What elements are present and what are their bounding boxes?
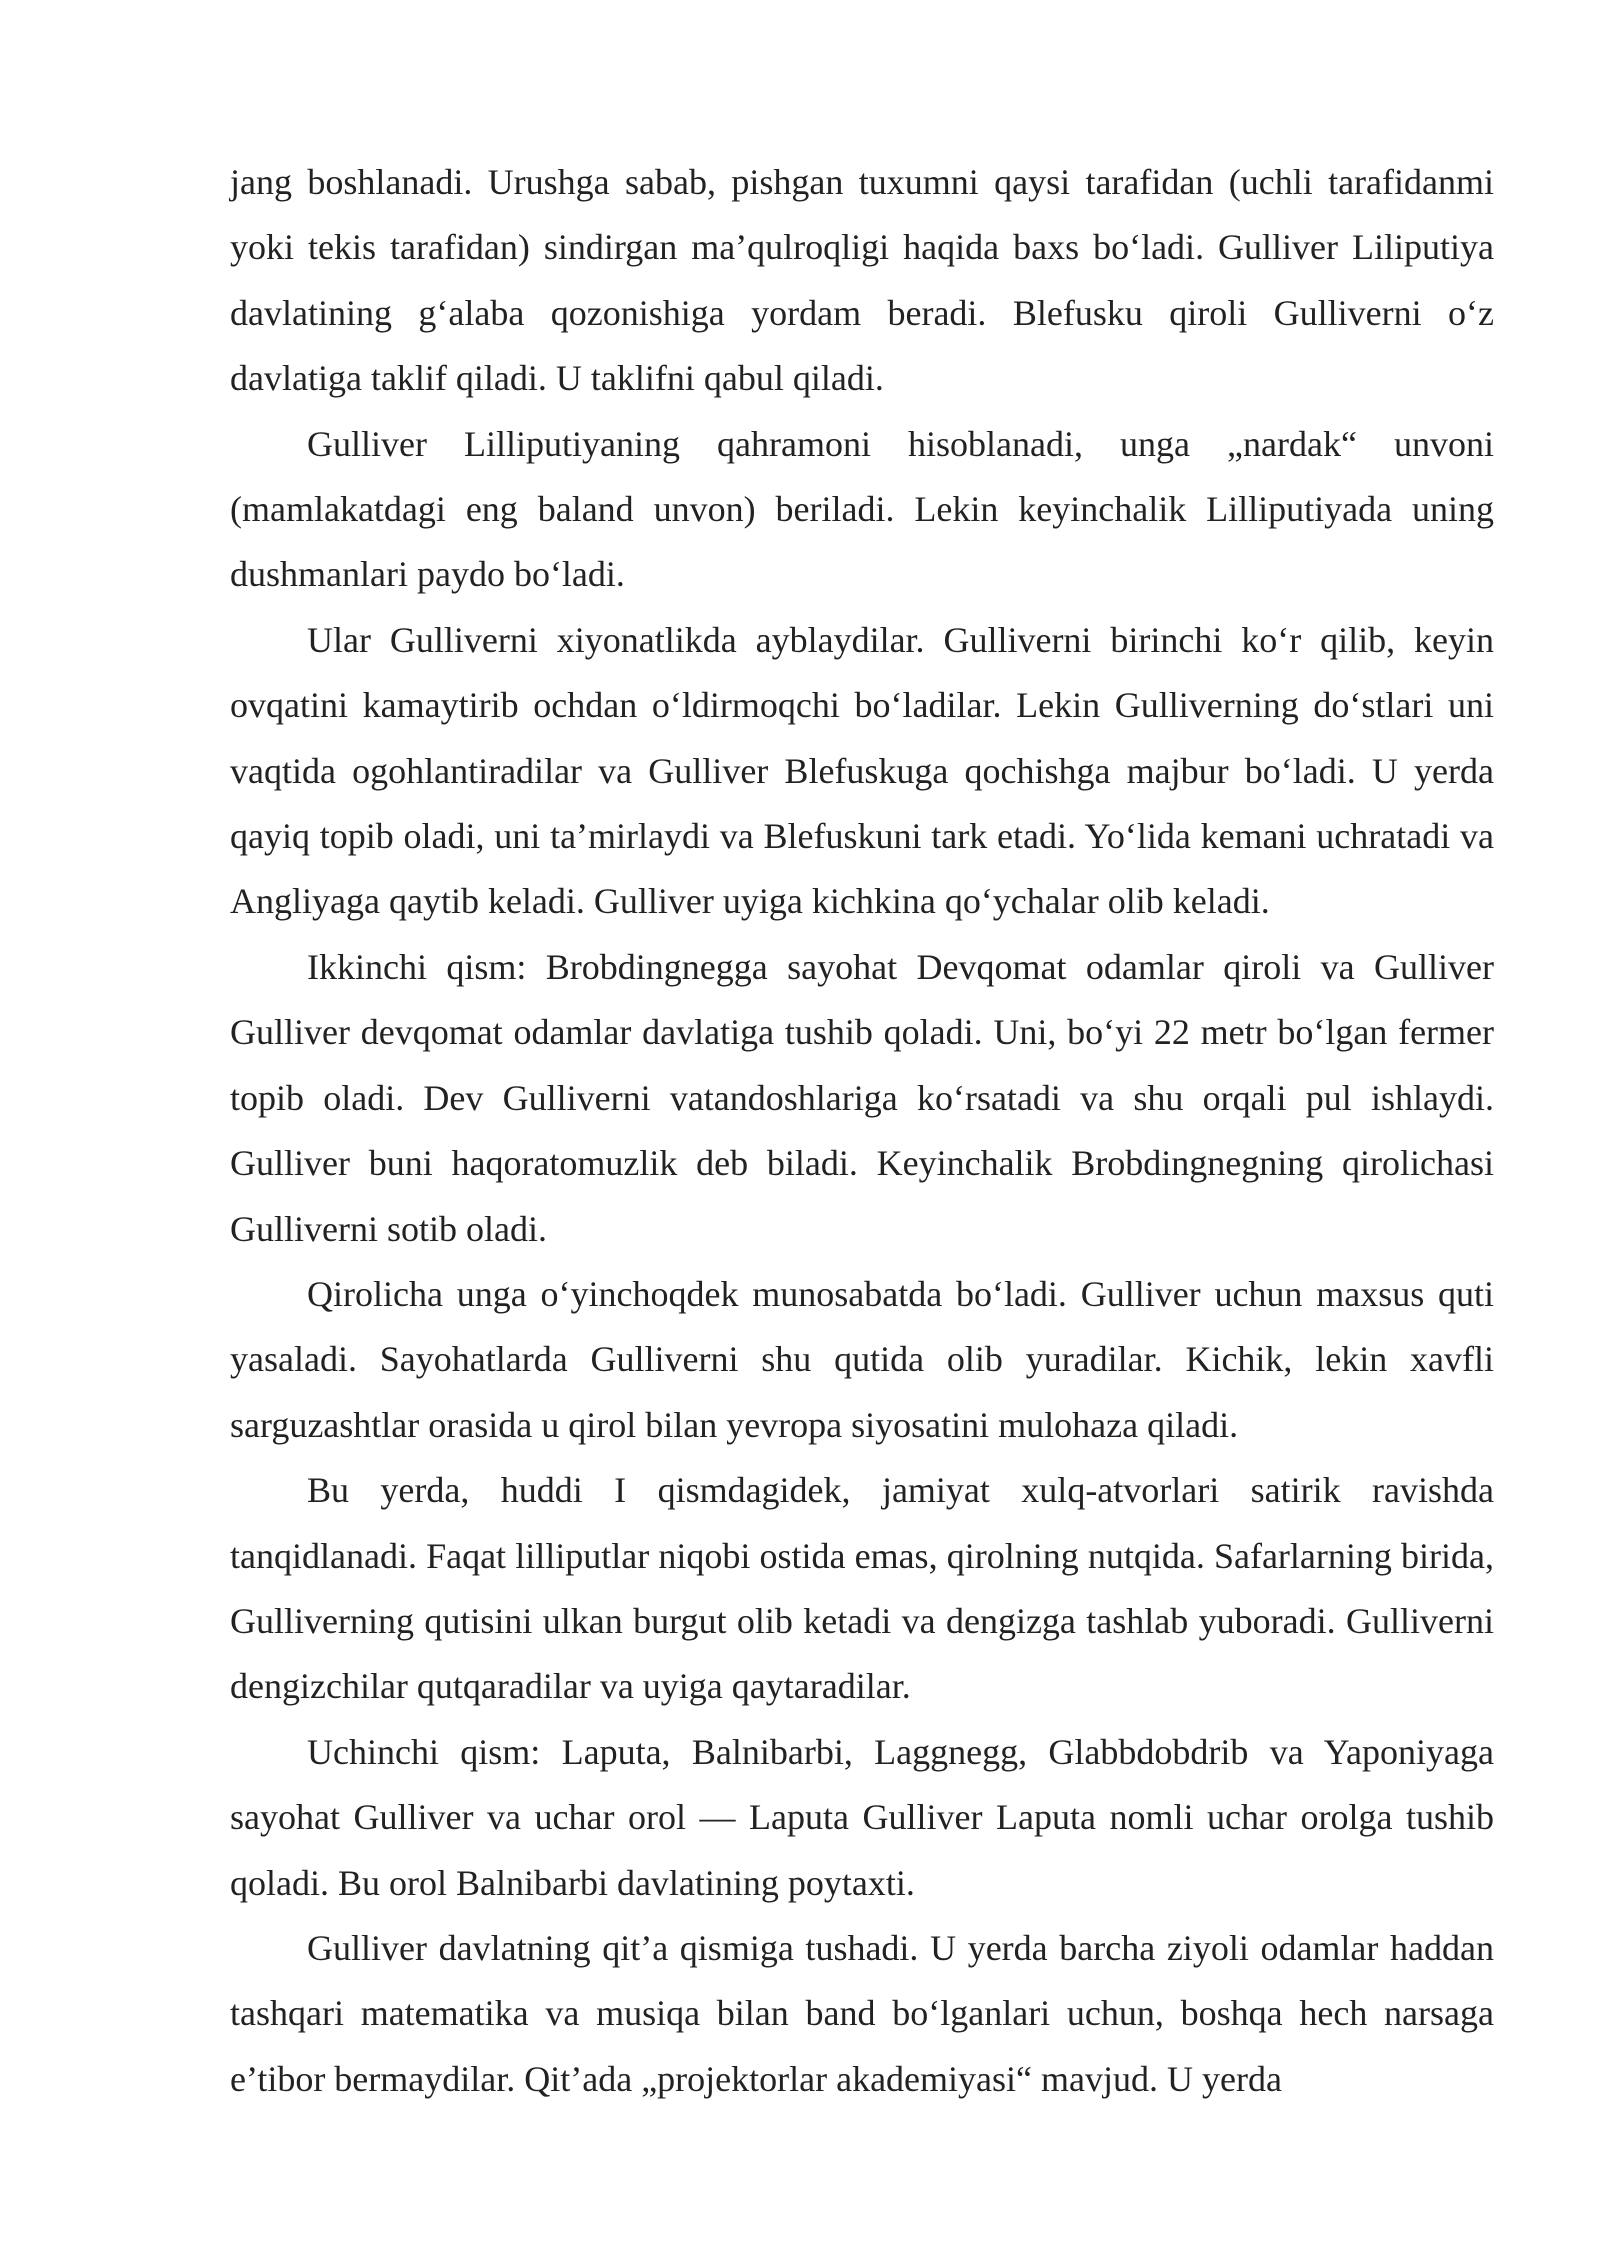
paragraph: Ikkinchi qism: Brobdingnegga sayohat Devqomat odamlar qiroli va Gulliver Gulliver devqomat odamlar davlatiga tushib qoladi. Uni, bo‘yi 22 metr bo‘lgan fermer topib oladi. Dev Gulliverni vatandoshlariga ko‘rsatadi va shu orqali pul ishlaydi. Gulliver buni haqoratomuzlik deb biladi. Keyinchalik Brobdingnegning qirolichasi Gulliverni sotib oladi. (230, 946, 1494, 1249)
document-page (230, 150, 1494, 2112)
paragraph: Bu yerda, huddi I qismdagidek, jamiyat xulq-atvorlari satirik ravishda tanqidlanadi. Faqat lilliputlar niqobi ostida emas, qirolning nutqida. Safarlarning birida, Gulliverning qutisini ulkan burgut olib ketadi va dengizga tashlab yuboradi. Gulliverni dengizchilar qutqaradilar va uyiga qaytaradilar. (230, 1470, 1494, 1707)
paragraph: Qirolicha unga o‘yinchoqdek munosabatda bo‘ladi. Gulliver uchun maxsus quti yasaladi. Sayohatlarda Gulliverni shu qutida olib yuradilar. Kichik, lekin xavfli sarguzashtlar orasida u qirol bilan yevropa siyosatini mulohaza qiladi. (230, 1273, 1494, 1445)
paragraph: jang boshlanadi. Urushga sabab, pishgan tuxumni qaysi tarafidan (uchli tarafidanmi yoki tekis tarafidan) sindirgan ma’qulroqligi haqida baxs bo‘ladi. Gulliver Liliputiya davlatining g‘alaba qozonishiga yordam beradi. Blefusku qiroli Gulliverni o‘z davlatiga taklif qiladi. U taklifni qabul qiladi. (230, 162, 1494, 399)
paragraph: Gulliver davlatning qit’a qismiga tushadi. U yerda barcha ziyoli odamlar haddan tashqari matematika va musiqa bilan band bo‘lganlari uchun, boshqa hech narsaga e’tibor bermaydilar. Qit’ada „projektorlar akademiyasi“ mavjud. U yerda (230, 1927, 1494, 2099)
paragraph: Ular Gulliverni xiyonatlikda ayblaydilar. Gulliverni birinchi ko‘r qilib, keyin ovqatini kamaytirib ochdan o‘ldirmoqchi bo‘ladilar. Lekin Gulliverning do‘stlari uni vaqtida ogohlantiradilar va Gulliver Blefuskuga qochishga majbur bo‘ladi. U yerda qayiq topib oladi, uni ta’mirlaydi va Blefuskuni tark etadi. Yo‘lida kemani uchratadi va Angliyaga qaytib keladi. Gulliver uyiga kichkina qo‘ychalar olib keladi. (230, 619, 1494, 922)
paragraph: Uchinchi qism: Laputa, Balnibarbi, Laggnegg, Glabbdobdrib va Yaponiyaga sayohat Gulliver va uchar orol — Laputa Gulliver Laputa nomli uchar orolga tushib qoladi. Bu orol Balnibarbi davlatining poytaxti. (230, 1731, 1494, 1903)
paragraph: Gulliver Lilliputiyaning qahramoni hisoblanadi, unga „nardak“ unvoni (mamlakatdagi eng baland unvon) beriladi. Lekin keyinchalik Lilliputiyada uning dushmanlari paydo bo‘ladi. (230, 423, 1494, 595)
